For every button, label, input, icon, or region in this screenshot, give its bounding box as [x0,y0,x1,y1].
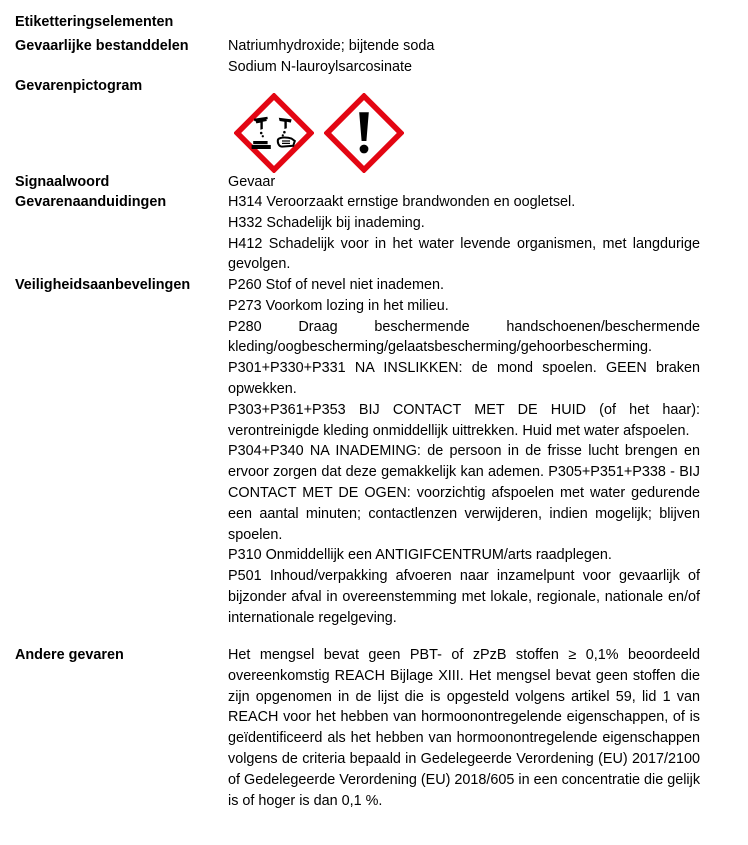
label-hazard-statements: Gevarenaanduidingen [15,194,167,210]
precautionary-statement: P304+P340 NA INADEMING: de persoon in de frisse lucht brengen en ervoor zorgen dat deze gemakkelijk kan ademen. P305+P351+P338 - BIJ CONTACT MET DE OGEN: voorzichtig afspoelen met water gedurende een aantal minuten; contactlenzen verwijderen, indien mogelijk; blijven spoelen. [228,443,700,543]
section-title: Etiketteringselementen [15,14,174,30]
precautionary-statement: P273 Voorkom lozing in het milieu. [228,297,449,314]
hazard-statement: H332 Schadelijk bij inademing. [228,214,425,231]
hazard-statement: H314 Veroorzaakt ernstige brandwonden en oogletsel. [228,194,576,210]
other-hazards-text: Het mengsel bevat geen PBT- of zPzB stoffen ≥ 0,1% beoordeeld overeenkomstig REACH Bijlage XIII. Het mengsel bevat geen stoffen die zijn opgenomen in de lijst die is opgesteld volgens artikel 59, lid 1 van REACH voor het hebben van hormoonontregelende eigenschappen, of is geïdentificeerd als het hebben van hormoonontregelende eigenschappen volgens de criteria bepaald in Gedelegeerde Verordening (EU) 2017/2100 of Gedelegeerde Verordening (EU) 2018/605 in een concentratie die gelijk is of hoger is dan 0,1 %. [228,647,701,809]
exclamation-pictogram [324,93,404,173]
label-hazardous-components: Gevaarlijke bestanddelen [15,38,189,54]
label-signal-word: Signaalwoord [15,174,110,190]
corrosion-pictogram [234,93,314,173]
precautionary-statement: P501 Inhoud/verpakking afvoeren naar inzamelpunt voor gevaarlijk of bijzonder afval in overeenstemming met lokale, regionale, nationale en/of internationale regelgeving. [228,568,700,626]
component-item: Natriumhydroxide; bijtende soda [228,38,435,54]
hazardous-components [228,36,700,78]
hazard-statement: H412 Schadelijk voor in het water levende organismen, met langdurige gevolgen. [228,235,700,273]
other-hazards [228,645,700,811]
precautionary-statement: P303+P361+P353 BIJ CONTACT MET DE HUID (of het haar): verontreinigde kleding onmiddellijk uittrekken. Huid met water afspoelen. [228,401,700,439]
label-pictogram: Gevarenpictogram [15,78,143,94]
label-precautionary-statements: Veiligheidsaanbevelingen [15,277,191,293]
precautionary-statement: P301+P330+P331 NA INSLIKKEN: de mond spoelen. GEEN braken opwekken. [228,360,700,397]
pictogram-group [234,93,404,173]
precautionary-statement: P310 Onmiddellijk een ANTIGIFCENTRUM/arts raadplegen. [228,547,612,564]
hazard-statements [228,192,700,275]
signal-word: Gevaar [228,174,276,190]
component-item: Sodium N-lauroylsarcosinate [228,58,412,75]
precautionary-statement: P260 Stof of nevel niet inademen. [228,277,445,293]
precautionary-statements [228,275,700,629]
label-other-hazards: Andere gevaren [15,647,124,663]
precautionary-statement: P280 Draag beschermende handschoenen/beschermende kleding/oogbescherming/gelaatsbescherming/gehoorbescherming. [228,318,700,356]
